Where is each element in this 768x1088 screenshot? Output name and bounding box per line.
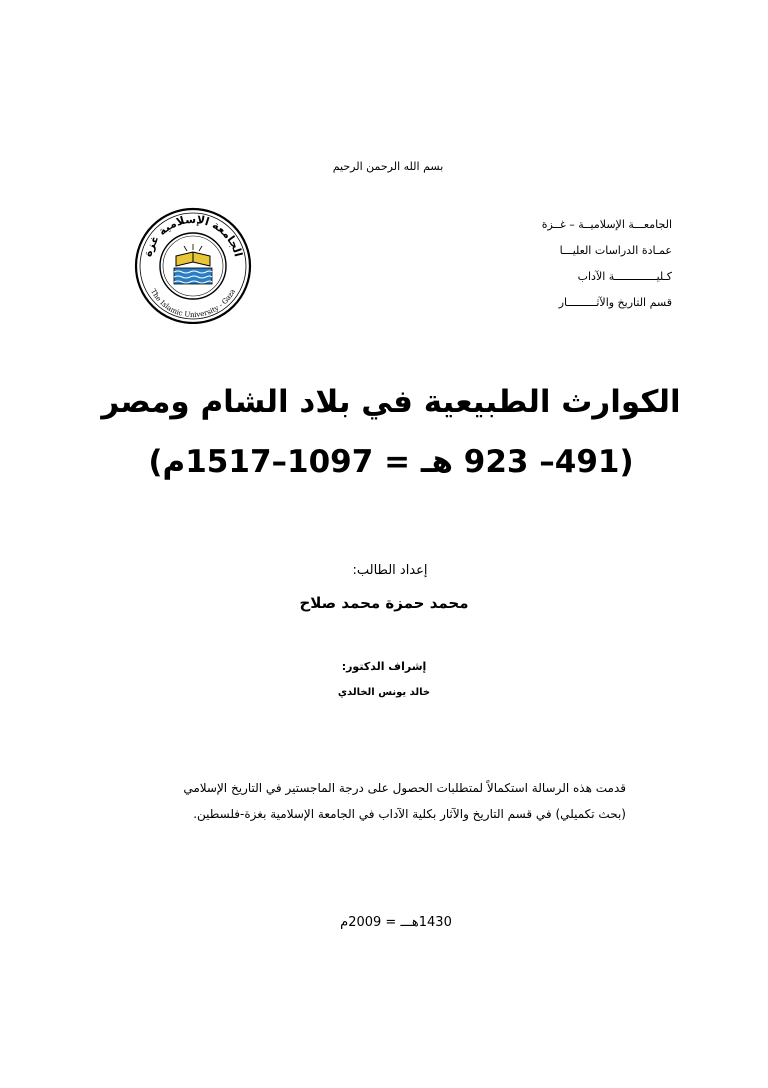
seal-english-text: The Islamic University - Gaza (148, 287, 238, 320)
university-seal-logo (128, 204, 258, 324)
student-name: محمد حمزة محمد صلاح (299, 594, 469, 612)
thesis-date-range: (491– 923 هـ = 1097–1517م) (148, 444, 634, 480)
submission-date: 1430هـــ = 2009م (340, 915, 452, 930)
supervisor-name: خالد يونس الخالدي (337, 687, 431, 698)
thesis-title: الكوارث الطبيعية في بلاد الشام ومصر (101, 384, 681, 420)
supervision-label: إشراف الدكتور: (341, 660, 427, 673)
faculty-name: كـليـــــــــــــة الآداب (577, 270, 672, 283)
seal-arabic-text: الجامعة الإسلامية غزة (141, 212, 245, 259)
basmala: بسم الله الرحمن الرحيم (332, 160, 444, 173)
deanship-name: عمـادة الدراسات العليـــا (559, 244, 672, 257)
department-name: قسم التاريخ والآثـــــــــار (558, 296, 672, 309)
university-name: الجامعـــة الإسلاميــة – غــزة (541, 218, 672, 231)
submission-line: (بحث تكميلي) في قسم التاريخ والآثار بكلية الآداب في الجامعة الإسلامية بغزة-فلسطين. (193, 807, 626, 821)
submission-statement (148, 775, 626, 827)
submission-line: قدمت هذه الرسالة استكمالاً لمتطلبات الحصول على درجة الماجستير في التاريخ الإسلامي (183, 781, 626, 795)
prepared-by-label: إعداد الطالب: (352, 563, 428, 578)
institution-header (452, 212, 672, 316)
